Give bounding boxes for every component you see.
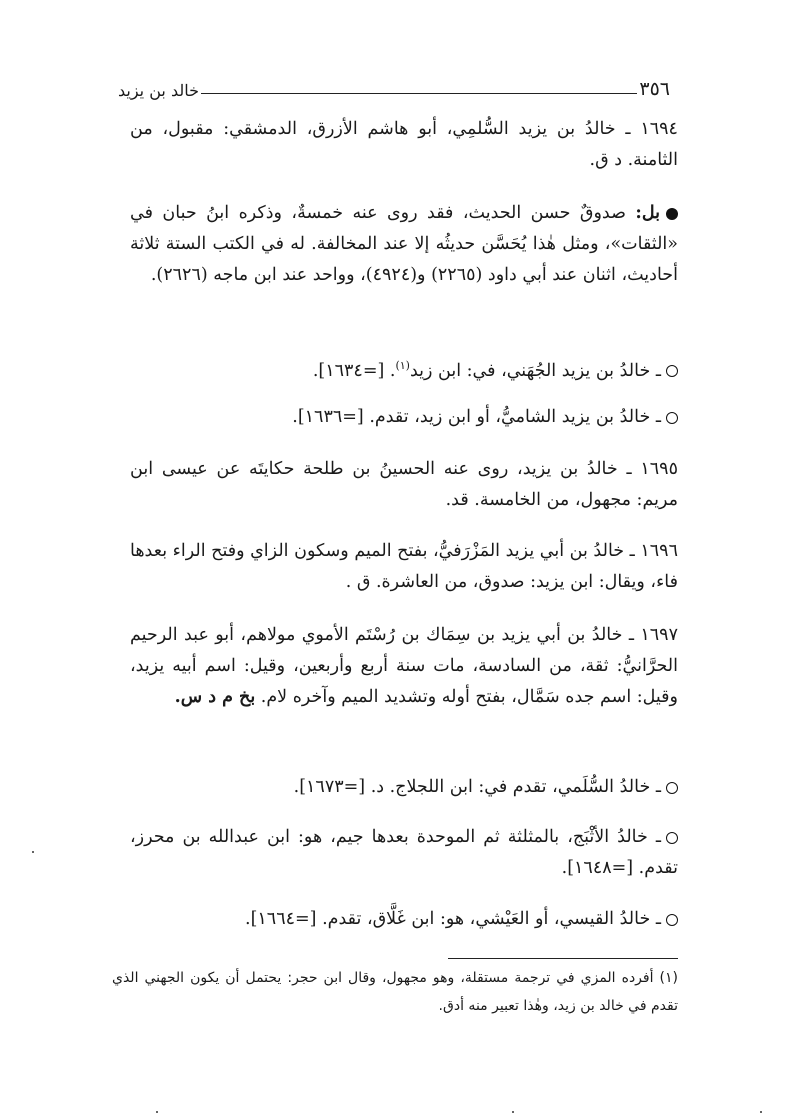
scan-speck bbox=[32, 851, 34, 853]
circle-icon bbox=[666, 365, 678, 377]
crossref-dash: ـ bbox=[655, 360, 661, 381]
footnote: (١) أفرده المزي في ترجمة مستقلة، وهو مجهول، وقال ابن حجر: يحتمل أن يكون الجهني الذي تقدم في خالد بن زيد، وهٰذا تعبير منه أدق. bbox=[112, 970, 678, 1014]
crossref-ref: . [=١٦٣٤]. bbox=[312, 360, 396, 381]
entry-sigla: بخ م د س. bbox=[174, 687, 256, 707]
crossref-text: خالدُ السُّلَمي، تقدم في: ابن اللجلاج. د. [=١٦٧٣]. bbox=[293, 777, 651, 797]
page-number: ٣٥٦ bbox=[639, 78, 670, 100]
scan-speck bbox=[156, 1111, 158, 1113]
entry-text: خالدُ بن أبي يزيد المَزْرَفيُّ، بفتح الميم وسكون الزاي وفتح الراء بعدها فاء، ويقال: ابن يزيد: صدوق، من العاشرة. ق . bbox=[130, 541, 678, 592]
entry-number: ١٦٩٤ ـ bbox=[625, 119, 678, 139]
crossref-dash: ـ bbox=[655, 827, 661, 847]
crossref-text: خالدُ بن يزيد الشاميُّ، أو ابن زيد، تقدم. [=١٦٣٦]. bbox=[292, 407, 651, 427]
crossref-dash: ـ bbox=[655, 909, 661, 929]
footnote-rule bbox=[448, 958, 678, 959]
running-title: خالد بن يزيد bbox=[118, 81, 199, 100]
entry-1696 bbox=[130, 536, 678, 598]
crossref-sulami bbox=[130, 772, 678, 803]
page-header bbox=[118, 66, 670, 100]
commentary-text: صدوقٌ حسن الحديث، فقد روى عنه خمسةٌ، وذكره ابنُ حبان في «الثقات»، ومثل هٰذا يُحَسَّن حديثُه إلا عند المخالفة. له في الكتب الستة ثلاثة أحاديث، اثنان عند أبي داود (٢٢٦٥) و(٤٩٢٤)، وواحد عند ابن ماجه (٢٦٢٦). bbox=[130, 203, 678, 285]
scan-speck bbox=[512, 1111, 514, 1113]
circle-icon bbox=[666, 832, 678, 844]
entry-1697 bbox=[130, 620, 678, 713]
header-rule bbox=[201, 93, 637, 94]
circle-icon bbox=[666, 914, 678, 926]
entry-number: ١٦٩٥ ـ bbox=[626, 459, 678, 479]
circle-icon bbox=[666, 412, 678, 424]
crossref-text: خالدُ الأثْبَج، بالمثلثة ثم الموحدة بعدها جيم، هو: ابن عبدالله بن محرز، تقدم. [=١٦٤٨]. bbox=[130, 827, 678, 878]
crossref-dash: ـ bbox=[655, 407, 661, 427]
crossref-text: خالدُ القيسي، أو العَيْشي، هو: ابن غَلَّاق، تقدم. [=١٦٦٤]. bbox=[245, 909, 651, 929]
entry-text: خالدُ بن أبي يزيد بن سِمَاك بن رُسْتَم الأموي مولاهم، أبو عبد الرحيم الحرَّانيُّ: ثقة، من السادسة، مات سنة أربع وأربعين، وقيل: اسم أبيه يزيد، وقيل: اسم جده سَمَّال، بفتح أوله وتشديد الميم وآخره لام. bbox=[130, 625, 678, 707]
circle-icon bbox=[666, 782, 678, 794]
entry-1695 bbox=[130, 454, 678, 516]
crossref-athbaj bbox=[130, 822, 678, 884]
entry-number: ١٦٩٧ ـ bbox=[628, 625, 678, 645]
crossref-shami bbox=[130, 402, 678, 433]
commentary-lead: بل: bbox=[635, 203, 660, 223]
entry-1694 bbox=[130, 114, 678, 176]
bullet-icon bbox=[666, 208, 678, 220]
scan-speck bbox=[760, 1111, 762, 1113]
footnote-marker: (١) bbox=[395, 359, 410, 372]
commentary-block bbox=[130, 198, 678, 291]
entry-number: ١٦٩٦ ـ bbox=[629, 541, 678, 561]
crossref-juhani bbox=[130, 350, 678, 387]
entry-text: خالدُ بن يزيد، روى عنه الحسينُ بن طلحة حكايتَه عن عيسى ابن مريم: مجهول، من الخامسة. قد. bbox=[130, 459, 678, 510]
crossref-text: خالدُ بن يزيد الجُهَني، في: ابن زيد bbox=[409, 360, 651, 381]
crossref-dash: ـ bbox=[655, 777, 661, 797]
crossref-qaysi bbox=[130, 904, 678, 935]
entry-text: خالدُ بن يزيد السُّلمِي، أبو هاشم الأزرق، الدمشقي: مقبول، من الثامنة. د ق. bbox=[130, 119, 678, 170]
